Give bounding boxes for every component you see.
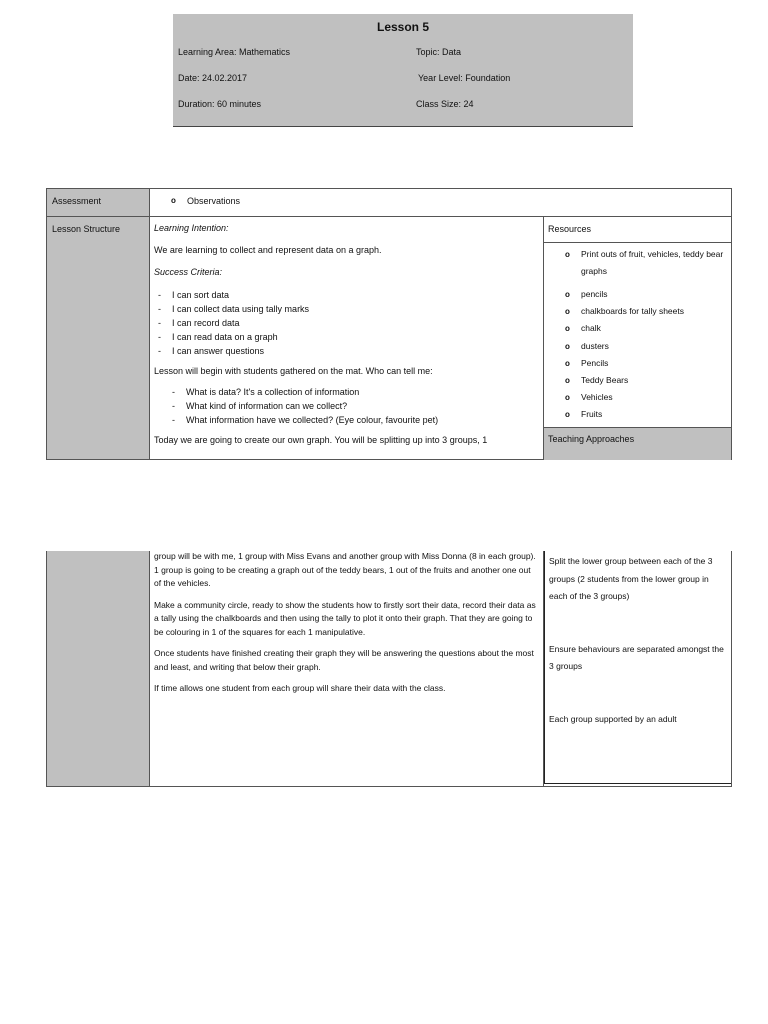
question-item: - What kind of information can we collect? — [186, 399, 539, 413]
assessment-label: Assessment — [52, 196, 102, 206]
column-divider — [149, 551, 150, 786]
criteria-item: - I can sort data — [172, 288, 539, 302]
resource-item: o Teddy Bears — [581, 372, 729, 389]
resources-list — [581, 246, 729, 424]
row-divider — [47, 216, 731, 217]
year-level: Year Level: Foundation — [418, 73, 511, 83]
resource-item: o Fruits — [581, 406, 729, 423]
resources-divider-h — [543, 242, 731, 243]
resource-item: o Vehicles — [581, 389, 729, 406]
lesson-continued — [154, 550, 539, 696]
teaching-approaches-header — [544, 427, 731, 460]
teaching-notes — [549, 553, 729, 728]
learning-intention: We are learning to collect and represent data on a graph. — [154, 245, 382, 255]
label-column — [47, 551, 149, 786]
lesson-today: Today we are going to create our own graph. You will be splitting up into 3 groups, 1 — [154, 435, 488, 445]
learning-area: Learning Area: Mathematics — [178, 47, 291, 57]
criteria-item: - I can read data on a graph — [172, 330, 539, 344]
resource-item: o chalkboards for tally sheets — [581, 303, 729, 320]
teaching-note: Ensure behaviours are separated amongst the 3 groups — [549, 643, 724, 671]
learning-intention-label: Learning Intention: — [154, 223, 229, 233]
lesson-title: Lesson 5 — [376, 20, 430, 34]
lesson-header — [173, 14, 633, 127]
question-list — [154, 385, 539, 427]
column-divider — [149, 189, 150, 459]
criteria-item: - I can record data — [172, 316, 539, 330]
teaching-note: Each group supported by an adult — [549, 713, 677, 724]
resources-divider — [543, 216, 544, 459]
lesson-table-continued — [46, 551, 732, 787]
lesson-paragraph: If time allows one student from each group will share their data with the class. — [154, 683, 446, 693]
lesson-content — [154, 221, 539, 447]
question-item: - What is data? It's a collection of information — [186, 385, 539, 399]
teaching-box-edge — [544, 551, 545, 783]
resource-item: o Pencils — [581, 355, 729, 372]
resource-item: o dusters — [581, 338, 729, 355]
lesson-structure-label: Lesson Structure — [52, 224, 121, 234]
lesson-paragraph: Once students have finished creating their graph they will be answering the questions about the most and least, and writing that below their graph. — [154, 648, 534, 672]
teaching-approaches-label: Teaching Approaches — [548, 434, 635, 444]
lesson-table — [46, 188, 732, 460]
teaching-box-bottom — [544, 783, 731, 784]
assessment-item: o Observations — [187, 194, 240, 208]
resource-item: o chalk — [581, 320, 729, 337]
resource-item: o pencils — [581, 286, 729, 303]
success-criteria-label: Success Criteria: — [154, 267, 223, 277]
criteria-item: - I can collect data using tally marks — [172, 302, 539, 316]
duration: Duration: 60 minutes — [178, 99, 262, 109]
question-item: - What information have we collected? (Eye colour, favourite pet) — [186, 413, 539, 427]
lesson-intro: Lesson will begin with students gathered on the mat. Who can tell me: — [154, 366, 433, 376]
date: Date: 24.02.2017 — [178, 73, 248, 83]
teaching-note: Split the lower group between each of the 3 groups (2 students from the lower group in each of the 3 groups) — [549, 556, 713, 601]
success-criteria-list — [154, 288, 539, 358]
class-size: Class Size: 24 — [416, 99, 474, 109]
resources-label: Resources — [548, 224, 592, 234]
lesson-paragraph: group will be with me, 1 group with Miss Evans and another group with Miss Donna (8 in each group). 1 group is going to be creating a graph out of the teddy bears, 1 out of the fruits and another one out of the vehicles. — [154, 551, 536, 588]
resource-item: o Print outs of fruit, vehicles, teddy bear graphs — [581, 246, 729, 280]
lesson-paragraph: Make a community circle, ready to show the students how to firstly sort their data, record their data as a tally using the chalkboards and then using the tally to plot it onto their graph. That they are going to be colouring in 1 of the squares for each 1 manipulative. — [154, 599, 536, 637]
criteria-item: - I can answer questions — [172, 344, 539, 358]
topic: Topic: Data — [416, 47, 462, 57]
assessment-list — [187, 194, 240, 208]
